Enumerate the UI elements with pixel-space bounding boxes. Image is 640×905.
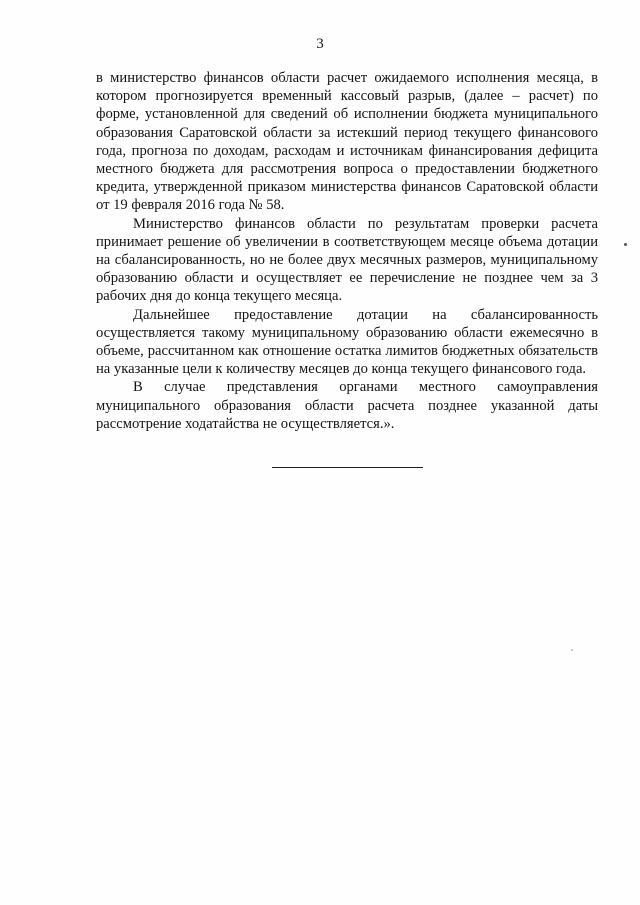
page-number: 3 <box>316 36 324 52</box>
closing-rule-divider <box>272 467 423 468</box>
paragraph-late-submission: В случае представления органами местного самоуправления муниципального образования области расчета позднее указанной даты рассмотрение ходатайства не осуществляется.». <box>96 379 598 432</box>
scan-speck <box>624 243 627 246</box>
scan-speck <box>571 649 573 651</box>
paragraph-continuation: в министерство финансов области расчет ожидаемого исполнения месяца, в котором прогнозируется временный кассовый разрыв, (далее – расчет) по форме, установленной для сведений об исполнении бюджета муниципального образования Саратовской области за истекший период текущего финансового года, прогноза по доходам, расходам и источникам финансирования дефицита местного бюджета для рассмотрения вопроса о предоставлении бюджетного кредита, утвержденной приказом министерства финансов Саратовской области от 19 февраля 2016 года № 58. <box>96 70 598 214</box>
paragraph-decision: Министерство финансов области по результатам проверки расчета принимает решение об увеличении в соответствующем месяце объема дотации на сбалансированность, но не более двух месячных размеров, муниципальному образованию области и осуществляет ее перечисление не позднее чем за 3 рабочих дня до конца текущего месяца. <box>96 215 598 305</box>
document-body <box>96 69 598 433</box>
paragraph-further-provision: Дальнейшее предоставление дотации на сбалансированность осуществляется такому муниципальному образованию области ежемесячно в объеме, рассчитанном как отношение остатка лимитов бюджетных обязательств на указанные цели к количеству месяцев до конца текущего финансового года. <box>96 306 598 378</box>
